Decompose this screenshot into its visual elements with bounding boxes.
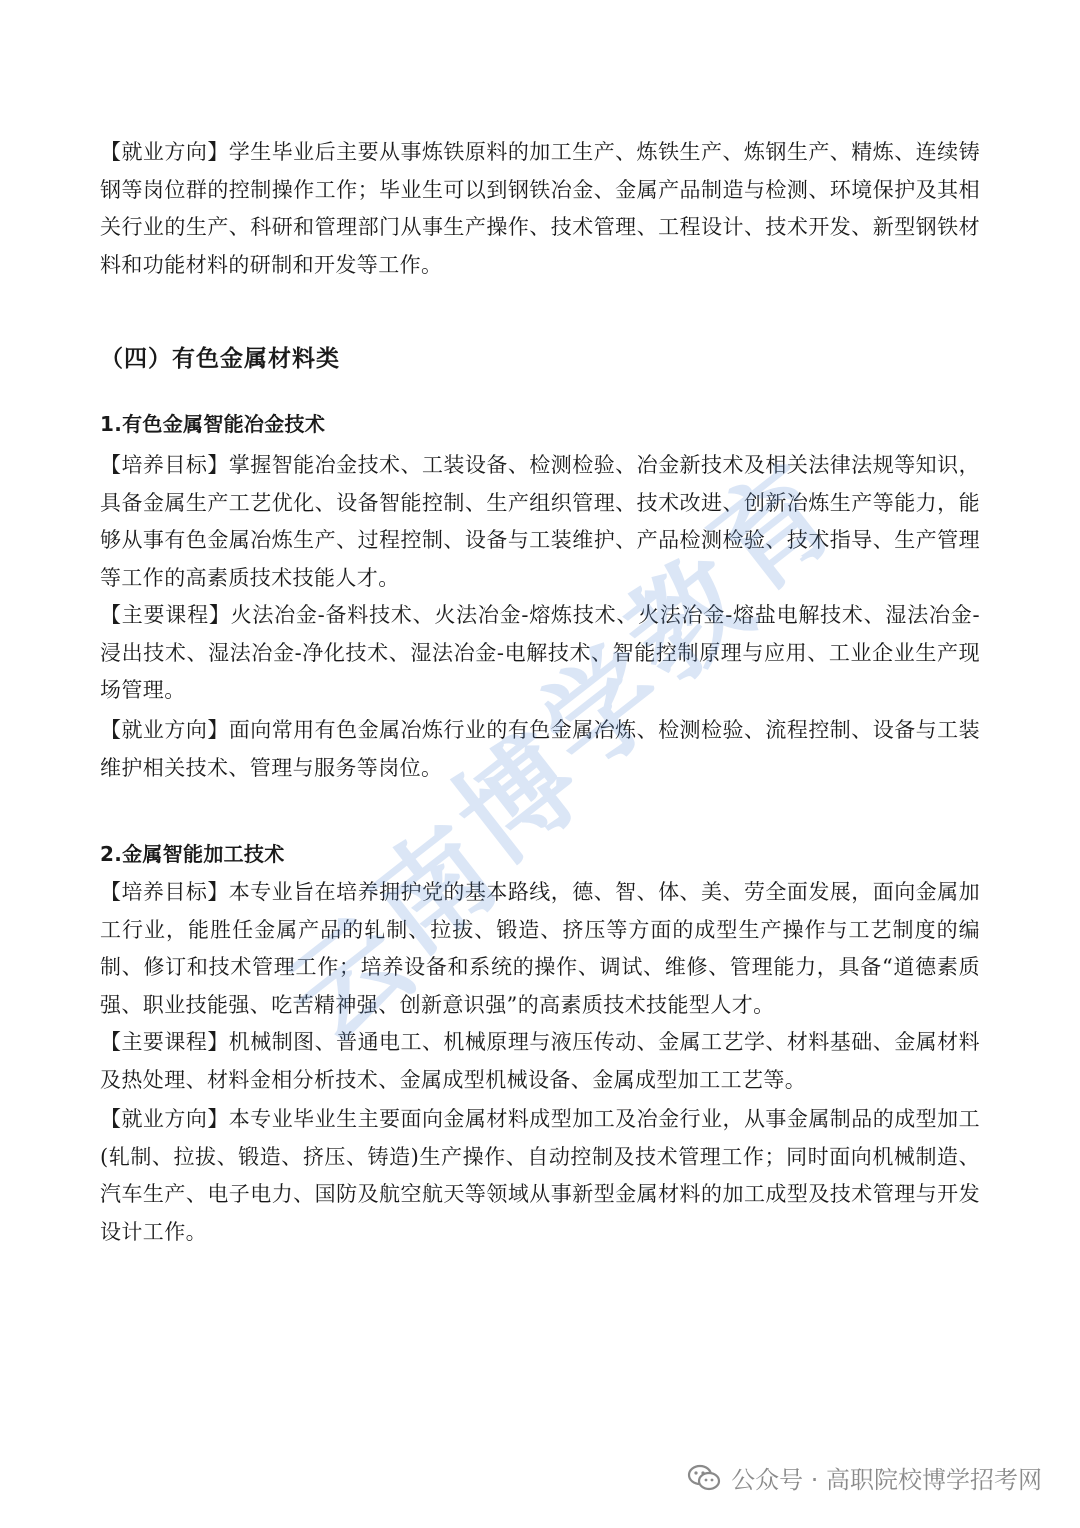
wechat-icon — [687, 1464, 721, 1492]
major-1-goal: 【培养目标】掌握智能冶金技术、工装设备、检测检验、冶金新技术及相关法律法规等知识，具备金属生产工艺优化、设备智能控制、生产组织管理、技术改进、创新冶炼生产等能力，能够从事有色金属冶炼生产、过程控制、设备与工装维护、产品检测检验、技术指导、生产管理等工作的高素质技术技能人才。 — [100, 453, 980, 590]
major-2-employment: 【就业方向】本专业毕业生主要面向金属材料成型加工及冶金行业，从事金属制品的成型加工(轧制、拉拔、锻造、挤压、铸造)生产操作、自动控制及技术管理工作；同时面向机械制造、汽车生产、电子电力、国防及航空航天等领域从事新型金属材料的加工成型及技术管理与开发设计工作。 — [100, 1107, 980, 1244]
major-2-goal: 【培养目标】本专业旨在培养拥护党的基本路线，德、智、体、美、劳全面发展，面向金属加工行业，能胜任金属产品的轧制、拉拔、锻造、挤压等方面的成型生产操作与工艺制度的编制、修订和技术管理工作；培养设备和系统的操作、调试、维修、管理能力，具备“道德素质强、职业技能强、吃苦精神强、创新意识强”的高素质技术技能型人才。 — [100, 880, 980, 1017]
watermark-char: 南 — [347, 802, 521, 979]
employment-direction-paragraph: 【就业方向】学生毕业后主要从事炼铁原料的加工生产、炼铁生产、炼钢生产、精炼、连续铸钢等岗位群的控制操作工作；毕业生可以到钢铁冶金、金属产品制造与检测、环境保护及其相关行业的生产、科研和管理部门从事生产操作、技术管理、工程设计、技术开发、新型钢铁材料和功能材料的研制和开发等工作。 — [100, 140, 980, 277]
major-1-employment: 【就业方向】面向常用有色金属冶炼行业的有色金属冶炼、检测检验、流程控制、设备与工装维护相关技术、管理与服务等岗位。 — [100, 718, 980, 780]
footer-account — [687, 1460, 1042, 1495]
watermark-char: 云 — [262, 892, 436, 1069]
watermark-char: 博 — [432, 712, 606, 889]
major-2-courses: 【主要课程】机械制图、普通电工、机械原理与液压传动、金属工艺学、材料基础、金属材料及热处理、材料金相分析技术、金属成型机械设备、金属成型加工工艺等。 — [100, 1030, 980, 1092]
watermark-char: 教 — [602, 532, 776, 709]
watermark-char: 学 — [517, 622, 691, 799]
major-1-title: 1.有色金属智能冶金技术 — [100, 412, 326, 436]
section-title: （四）有色金属材料类 — [100, 346, 340, 372]
major-2-title: 2.金属智能加工技术 — [100, 842, 285, 866]
watermark-char: 育 — [687, 442, 861, 619]
major-1-courses: 【主要课程】火法冶金-备料技术、火法冶金-熔炼技术、火法冶金-熔盐电解技术、湿法冶金-浸出技术、湿法冶金-净化技术、湿法冶金-电解技术、智能控制原理与应用、工业企业生产现场管理。 — [100, 603, 980, 702]
footer-text: 公众号 · 高职院校博学招考网 — [731, 1466, 1042, 1494]
